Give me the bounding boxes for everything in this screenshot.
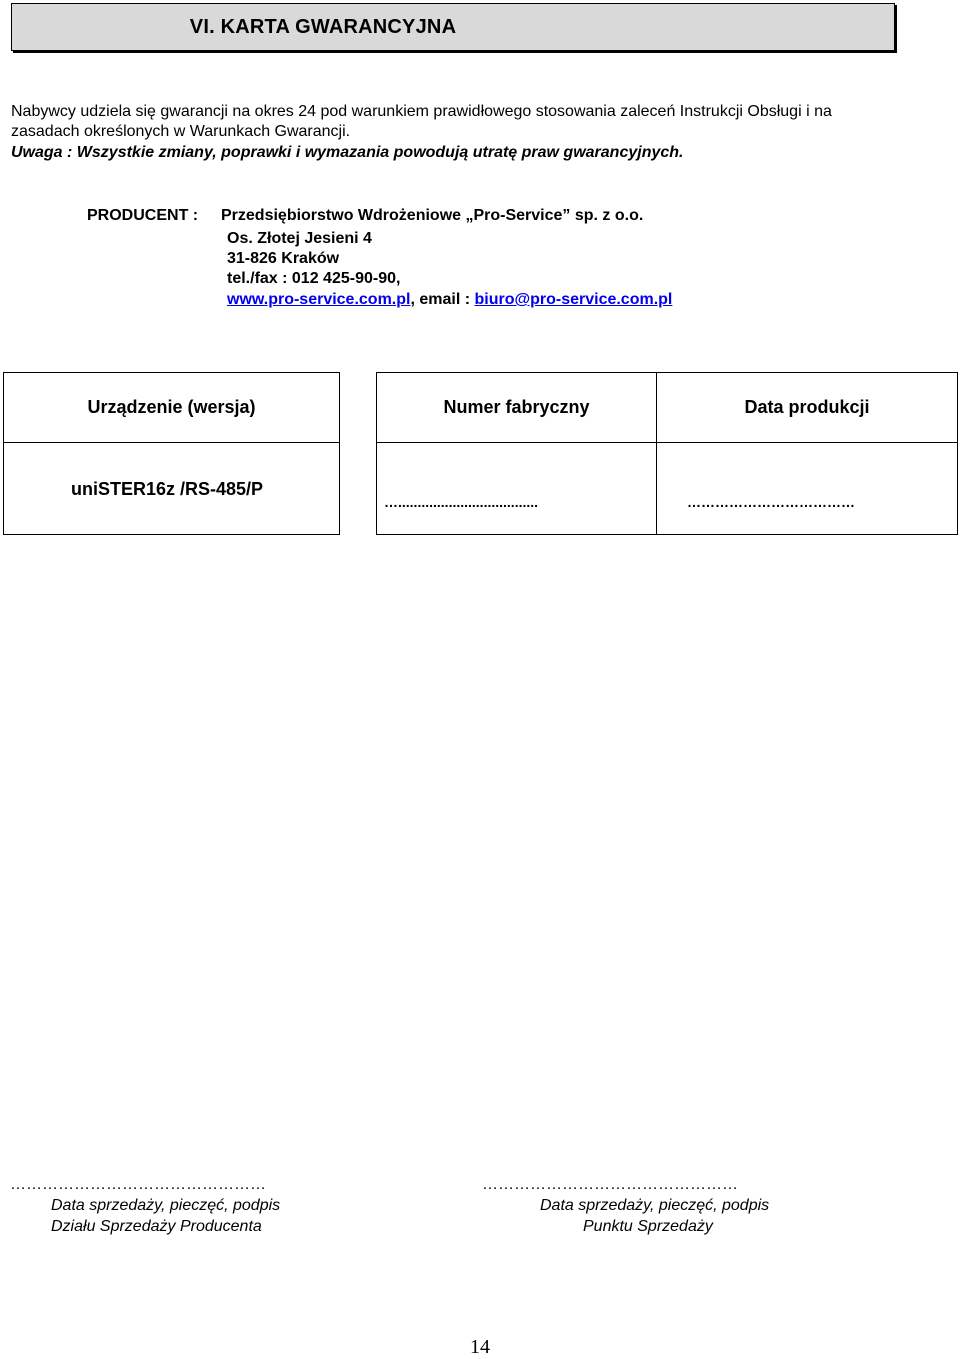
signature-point-of-sale <box>482 1174 769 1237</box>
intro-paragraph <box>11 102 956 142</box>
serial-cell <box>376 442 657 535</box>
signature-pos-line2: Punktu Sprzedaży <box>583 1218 713 1235</box>
intro-line-1: Nabywcy udziela się gwarancji na okres 24 pod warunkiem prawidłowego stosowania zaleceń Instrukcji Obsługi i na <box>11 103 832 120</box>
email-link[interactable]: biuro@pro-service.com.pl <box>474 291 673 308</box>
header-device-label: Urządzenie (wersja) <box>87 397 256 417</box>
header-serial <box>376 372 657 443</box>
device-name: uniSTER16z /RS-485/P <box>71 479 264 499</box>
date-placeholder: ……………………………… <box>687 494 855 510</box>
producer-label: PRODUCENT : <box>87 207 199 224</box>
warranty-title <box>11 3 895 51</box>
signature-producer-dots: ………………………………………… <box>10 1176 266 1193</box>
serial-placeholder: ….................................... <box>384 494 539 510</box>
header-date-label: Data produkcji <box>744 397 870 417</box>
warning-note: Uwaga : Wszystkie zmiany, poprawki i wymazania powodują utratę praw gwarancyjnych. <box>11 144 684 161</box>
producer-city: 31-826 Kraków <box>227 250 340 267</box>
title-text: VI. KARTA GWARANCYJNA <box>189 15 457 38</box>
signature-pos-dots: ………………………………………… <box>482 1176 738 1193</box>
header-date <box>656 372 958 443</box>
device-cell <box>3 442 340 535</box>
producer-street: Os. Złotej Jesieni 4 <box>227 230 372 247</box>
signature-producer <box>10 1174 280 1237</box>
producer-line <box>87 206 643 226</box>
signature-pos-line1: Data sprzedaży, pieczęć, podpis <box>540 1197 770 1214</box>
website-link[interactable]: www.pro-service.com.pl <box>227 291 411 308</box>
signature-producer-line1: Data sprzedaży, pieczęć, podpis <box>51 1197 281 1214</box>
signature-producer-line2: Działu Sprzedaży Producenta <box>51 1218 262 1235</box>
intro-line-2: zasadach określonych w Warunkach Gwarancji. <box>11 123 351 140</box>
producer-name: Przedsiębiorstwo Wdrożeniowe „Pro-Service” sp. z o.o. <box>221 207 644 224</box>
page-number: 14 <box>470 1336 490 1358</box>
producer-contact <box>227 290 672 310</box>
producer-phone: tel./fax : 012 425-90-90, <box>227 270 401 287</box>
email-label: , email : <box>410 291 475 308</box>
date-cell <box>656 442 958 535</box>
header-serial-label: Numer fabryczny <box>443 397 590 417</box>
header-device <box>3 372 340 443</box>
